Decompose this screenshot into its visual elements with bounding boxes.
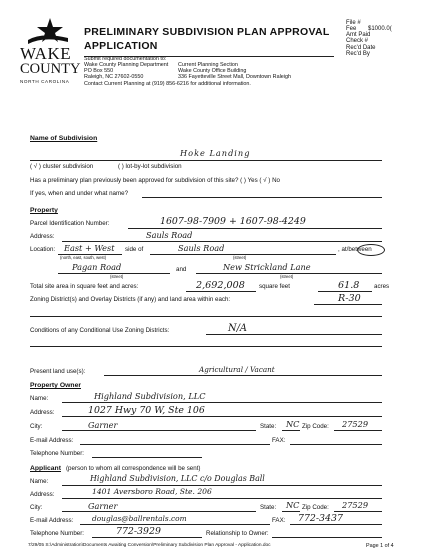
zoning-value[interactable]: R-30 [338,293,361,304]
property-address-label: Address: [30,233,55,240]
land-use-label: Present land use(s): [30,368,86,375]
applicant-email-label: E-mail Address: [30,517,74,524]
conditions-label: Conditions of any Conditional Use Zoning Districts: [30,327,170,334]
total-area-label: Total site area in square feet and acres: [30,283,139,290]
property-address-value[interactable]: Sauls Road [146,230,193,240]
subdivision-heading: Name of Subdivision [30,135,98,142]
owner-state-label: State: [260,423,277,430]
received-date-label: Rec'd Date [346,44,376,51]
file-number-label: File # [346,20,361,26]
applicant-zip-label: Zip Code: [302,504,329,511]
side-hint: (north, east, south, west) [60,255,107,260]
owner-state-value[interactable]: NC [286,419,300,429]
property-heading: Property [30,207,58,214]
address-left-2: PO Box 550 [84,68,114,74]
applicant-address-label: Address: [30,491,55,498]
owner-name-label: Name: [30,395,49,402]
contact-line: Contact Current Planning at (919) 856-6216 for additional information. [84,81,251,87]
applicant-name-value[interactable]: Highland Subdivision, LLC c/o Douglas Ball [90,474,265,483]
zoning-label: Zoning District(s) and Overlay Districts (if any) and land area within each: [30,296,231,303]
applicant-fax-value[interactable]: 772-3437 [298,513,343,524]
street-hint-2: (street) [110,274,124,279]
applicant-fax-label: FAX: [272,517,286,524]
form-title-line2: APPLICATION [84,40,158,52]
relationship-label: Relationship to Owner: [206,530,269,537]
logo-county: COUNTY [20,61,81,77]
land-use-value[interactable]: Agricultural / Vacant [199,365,275,374]
and-label: and [176,266,187,273]
subdivision-name-value[interactable]: Hoke Landing [180,148,251,158]
form-title-line1: PRELIMINARY SUBDIVISION PLAN APPROVAL [84,26,330,38]
applicant-state-value[interactable]: NC [286,500,300,510]
location-road-value[interactable]: Sauls Road [178,243,225,253]
office-use-block [346,20,392,57]
owner-name-value[interactable]: Highland Subdivision, LLC [94,391,206,401]
side-of-label: side of [125,246,144,253]
at-between-label: , at/between [338,246,372,253]
owner-zip-label: Zip Code: [302,423,329,430]
applicant-heading-note: (person to whom all correspondence will be sent) [66,465,201,472]
applicant-name-label: Name: [30,478,49,485]
between-road-1-value[interactable]: Pagan Road [72,262,122,272]
applicant-state-label: State: [260,504,277,511]
acres-label: acres [374,283,390,290]
owner-phone-label: Telephone Number: [30,450,85,457]
footer-page: Page 1 of 4 [366,543,394,549]
location-side-value[interactable]: East + West [64,243,115,253]
applicant-heading: Applicant [30,465,61,472]
applicant-city-label: City: [30,504,43,511]
address-right-2: Wake County Office Building [178,68,247,74]
applicant-address-value[interactable]: 1401 Aversboro Road, Ste. 206 [92,487,212,496]
between-road-2-value[interactable]: New Strickland Lane [223,262,311,272]
location-label: Location: [30,246,56,253]
total-sqft-value[interactable]: 2,692,008 [196,280,245,291]
amount-paid-label: Amt Paid [346,32,371,39]
applicant-city-value[interactable]: Garner [88,501,118,511]
square-feet-label: square feet [259,283,290,290]
address-left-1: Wake County Planning Department [84,62,169,68]
footer-path: 7/29/05 S:\Administration\Documents Awaiting Conversion\Preliminary Subdivision Plan Approval - Application.doc [28,543,271,548]
between-circle-icon [357,244,385,256]
received-by-label: Rec'd By [346,50,370,57]
conditions-value[interactable]: N/A [228,323,247,334]
logo-wake: WAKE [20,44,72,63]
street-hint-1: (street) [233,255,247,260]
lot-by-lot-option[interactable]: ( ) lot-by-lot subdivision [118,163,182,170]
fee-label: Fee [346,26,357,33]
owner-address-value[interactable]: 1027 Hwy 70 W, Ste 106 [88,405,205,416]
applicant-phone-value[interactable]: 772-3929 [116,526,161,537]
owner-address-label: Address: [30,409,55,416]
logo-state: NORTH CAROLINA [20,79,70,84]
owner-city-label: City: [30,423,43,430]
logo-star-icon [28,18,68,46]
pin-value[interactable]: 1607-98-7909 + 1607-98-4249 [160,216,306,227]
address-left-3: Raleigh, NC 27602-0550 [84,74,144,80]
pin-label: Parcel Identification Number: [30,220,110,227]
owner-fax-label: FAX: [272,437,286,444]
total-acres-value[interactable]: 61.8 [338,280,360,291]
street-hint-3: (street) [280,274,294,279]
submit-docs-line: Submit required documentation to: [84,56,167,62]
owner-zip-value[interactable]: 27529 [342,419,369,429]
when-name-question: If yes, when and under what name? [30,190,129,197]
owner-heading: Property Owner [30,382,81,389]
applicant-zip-value[interactable]: 27529 [342,500,369,510]
previous-approval-question[interactable]: Has a preliminary plan previously been approved for subdivision of this site? ( ) Yes ( √ ) No [30,177,280,184]
owner-email-label: E-mail Address: [30,437,74,444]
cluster-subdivision-option[interactable]: ( √ ) cluster subdivision [30,163,94,170]
address-right-3: 336 Fayetteville Street Mall, Downtown Raleigh [178,74,291,80]
owner-city-value[interactable]: Garner [88,420,118,430]
address-right-1: Current Planning Section [178,62,238,68]
applicant-email-value[interactable]: douglas@ballrentals.com [92,514,187,523]
check-number-label: Check # [346,38,369,45]
applicant-phone-label: Telephone Number: [30,530,85,537]
fee-value: $1000.0( [368,26,392,33]
